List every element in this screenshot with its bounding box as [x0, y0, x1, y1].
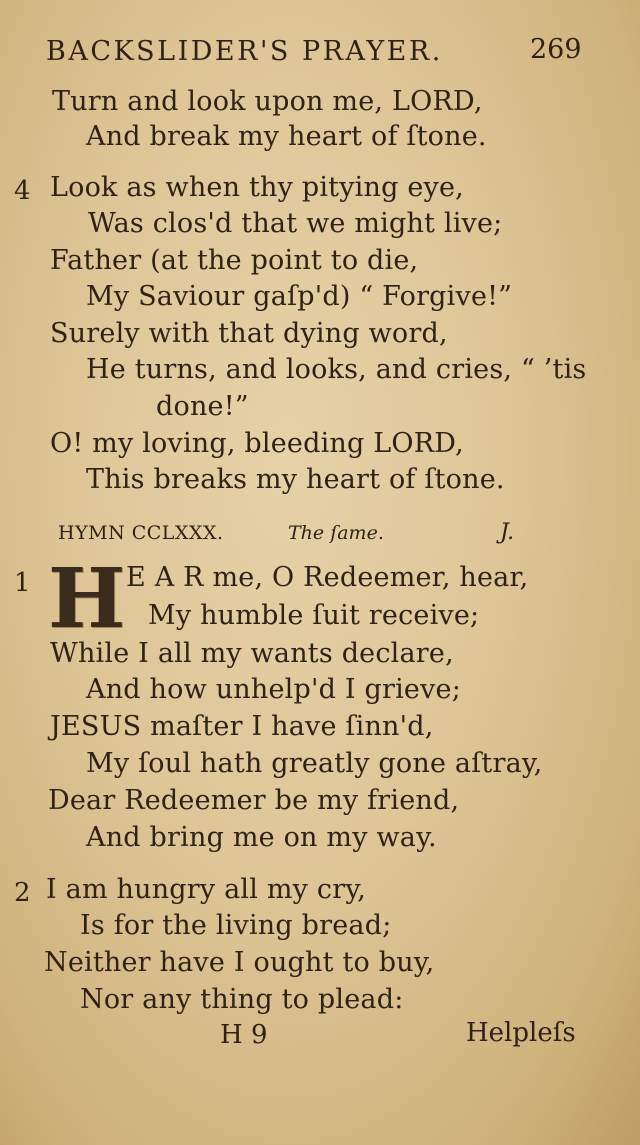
verse-line: And bring me on my way.	[86, 822, 437, 853]
page-number: 269	[530, 34, 582, 65]
stanza-number: 1	[14, 568, 31, 598]
verse-line: done!”	[156, 391, 249, 422]
stanza-number: 2	[14, 878, 31, 908]
verse-line: Surely with that dying word,	[50, 318, 448, 349]
hymn-subtitle: The ſame.	[288, 522, 384, 544]
verse-line: Was clos'd that we might live;	[88, 208, 503, 239]
drop-cap: H	[48, 551, 126, 647]
verse-line: He turns, and looks, and cries, “ ’tis	[86, 354, 587, 385]
verse-line: Look as when thy pitying eye,	[50, 172, 464, 203]
verse-line: This breaks my heart of ſtone.	[86, 464, 505, 495]
verse-line: Neither have I ought to buy,	[44, 947, 435, 978]
verse-line: Dear Redeemer be my friend,	[48, 785, 460, 816]
hymn-author: J.	[500, 520, 515, 545]
verse-line: Is for the living bread;	[80, 910, 392, 941]
stanza-number: 4	[14, 176, 31, 206]
signature-mark: H 9	[220, 1020, 268, 1050]
verse-line: JESUS maſter I have ſinn'd,	[50, 711, 434, 742]
verse-line: O! my loving, bleeding LORD,	[50, 428, 464, 459]
verse-line: While I all my wants declare,	[50, 638, 454, 669]
verse-line: My humble ſuit receive;	[148, 600, 480, 631]
verse-line: And break my heart of ſtone.	[86, 121, 487, 152]
verse-line: Father (at the point to die,	[50, 245, 419, 276]
verse-line: I am hungry all my cry,	[46, 874, 366, 905]
verse-line: E A R me, O Redeemer, hear,	[126, 562, 529, 593]
verse-line: Turn and look upon me, LORD,	[52, 86, 483, 117]
verse-line: And how unhelp'd I grieve;	[86, 674, 462, 705]
verse-line: Nor any thing to plead:	[80, 984, 404, 1015]
running-title: BACKSLIDER'S PRAYER.	[46, 36, 443, 67]
catchword: Helpleſs	[466, 1018, 576, 1048]
hymn-heading: HYMN CCLXXX.	[58, 522, 224, 544]
verse-line: My ſoul hath greatly gone aſtray,	[86, 748, 543, 779]
verse-line: My Saviour gaſp'd) “ Forgive!”	[86, 281, 513, 312]
